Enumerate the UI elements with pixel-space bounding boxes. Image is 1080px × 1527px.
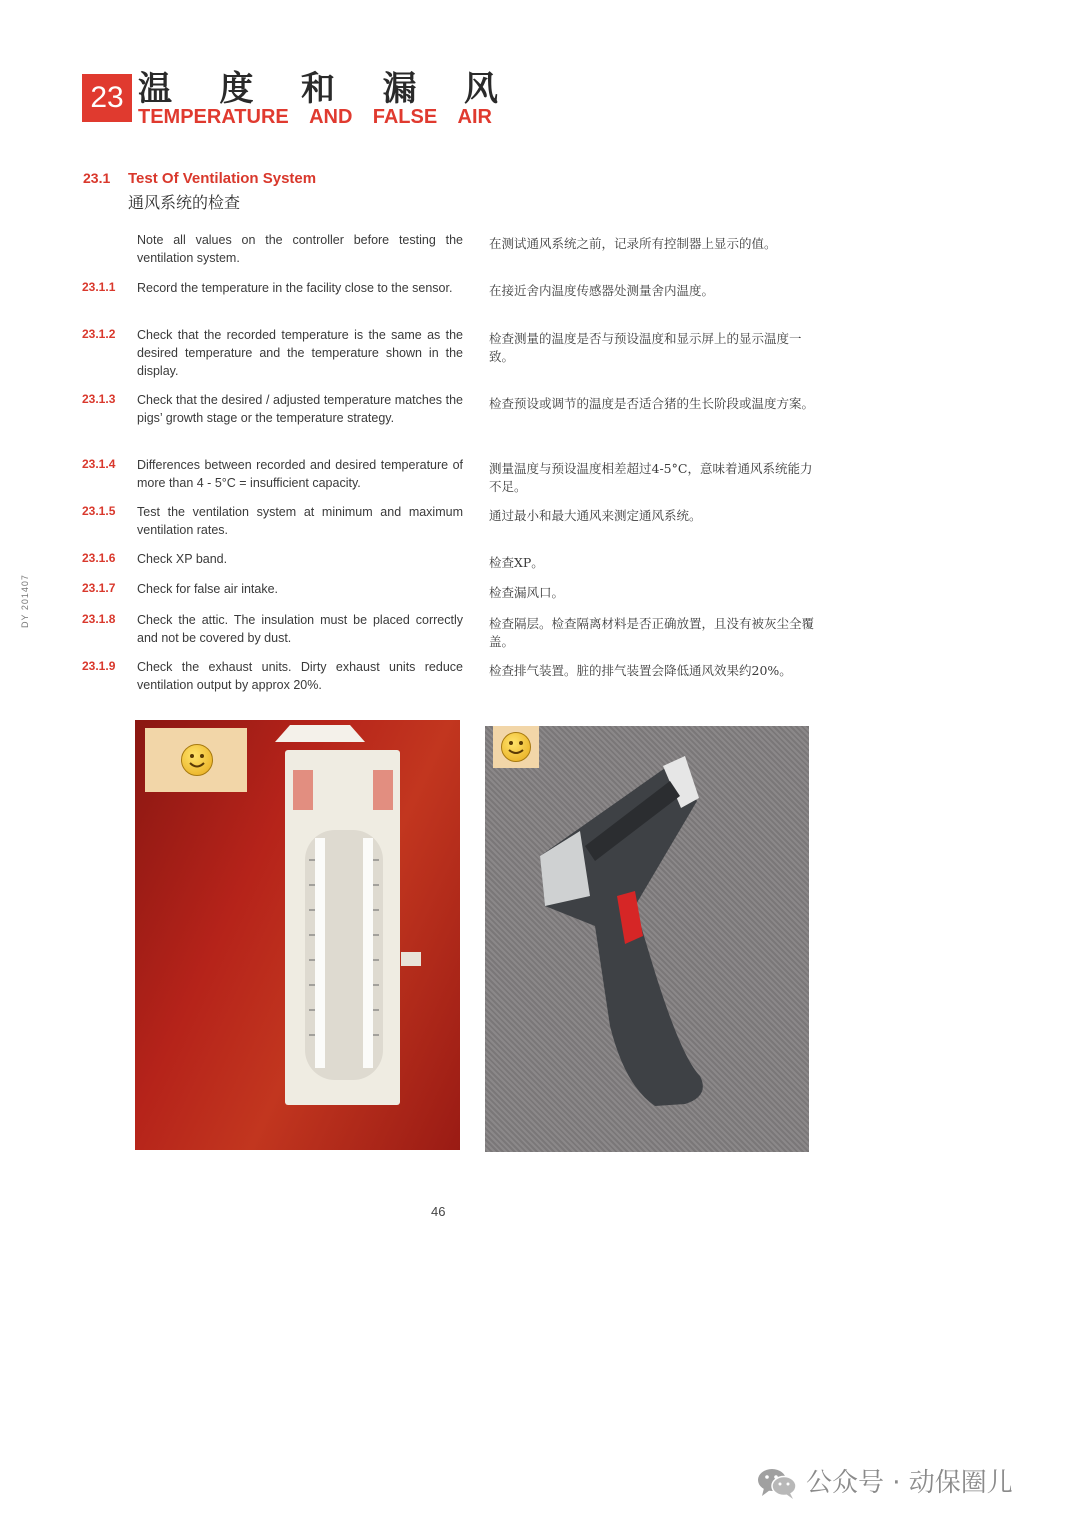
item-en: Note all values on the controller before testing the ventilation system. xyxy=(137,233,463,265)
chapter-title-cn-char: 风 xyxy=(464,69,498,109)
item-cn: 在测试通风系统之前，记录所有控制器上显示的值。 xyxy=(489,236,777,251)
chapter-number: 23 xyxy=(82,74,132,122)
item-en: Test the ventilation system at minimum and maximum ventilation rates. xyxy=(137,505,463,537)
item-cn: 检查测量的温度是否与预设温度和显示屏上的显示温度一致。 xyxy=(489,331,802,364)
item-number: 23.1.1 xyxy=(82,280,116,294)
item-number: 23.1.2 xyxy=(82,327,116,341)
item-number: 23.1.4 xyxy=(82,457,116,471)
item-cn: 测量温度与预设温度相差超过4-5°C，意味着通风系统能力不足。 xyxy=(489,461,813,494)
section-title-en: Test Of Ventilation System xyxy=(128,170,317,187)
watermark-text: 公众号 · 动保圈儿 xyxy=(806,1468,1013,1498)
item-en: Check that the desired / adjusted temperature matches the pigs’ growth stage or the temperature strategy. xyxy=(137,393,463,425)
chapter-title-cn-char: 和 xyxy=(301,69,335,109)
item-cn: 检查隔层。检查隔离材料是否正确放置，且没有被灰尘全覆盖。 xyxy=(489,616,815,649)
chapter-title-en-word: AIR xyxy=(457,106,492,128)
item-number: 23.1.9 xyxy=(82,659,116,673)
wechat-icon xyxy=(756,1466,798,1500)
chapter-title-cn-char: 漏 xyxy=(382,69,417,109)
chapter-title-cn-char: 度 xyxy=(219,69,254,109)
item-en: Check that the recorded temperature is the same as the desired temperature and the temperature shown in the display. xyxy=(137,328,463,378)
chapter-title-en xyxy=(138,106,492,128)
page-number: 46 xyxy=(431,1204,446,1219)
item-cn: 在接近舍内温度传感器处测量舍内温度。 xyxy=(489,283,715,298)
thermometer-photo xyxy=(135,720,460,1150)
item-en: Check the exhaust units. Dirty exhaust units reduce ventilation output by approx 20%. xyxy=(137,660,463,692)
item-en: Check XP band. xyxy=(137,552,228,566)
item-number: 23.1.3 xyxy=(82,392,116,406)
item-number: 23.1.8 xyxy=(82,612,116,626)
item-cn: 检查预设或调节的温度是否适合猪的生长阶段或温度方案。 xyxy=(489,396,815,411)
item-en: Differences between recorded and desired temperature of more than 4 - 5°C = insufficient capacity. xyxy=(137,458,463,490)
item-number: 23.1.7 xyxy=(82,581,116,595)
thermometer-graphic xyxy=(135,720,460,1150)
chapter-title-cn-char: 温 xyxy=(138,69,172,109)
item-en: Check for false air intake. xyxy=(137,582,279,596)
section-number: 23.1 xyxy=(83,170,111,186)
chapter-title-cn xyxy=(138,70,498,108)
chapter-title-en-word: FALSE xyxy=(372,106,438,128)
item-cn: 检查XP。 xyxy=(489,555,544,570)
infrared-thermometer-photo xyxy=(485,726,809,1152)
section-title-cn: 通风系统的检查 xyxy=(128,193,241,212)
item-number: 23.1.6 xyxy=(82,551,116,565)
item-cn: 检查漏风口。 xyxy=(489,585,565,600)
document-code-label: DY 201407 xyxy=(20,574,30,628)
item-number: 23.1.5 xyxy=(82,504,116,518)
item-cn: 检查排气装置。脏的排气装置会降低通风效果约20%。 xyxy=(489,663,792,678)
chapter-title-en-word: AND xyxy=(309,106,353,128)
chapter-title-en-word: TEMPERATURE xyxy=(138,106,289,128)
item-cn: 通过最小和最大通风来测定通风系统。 xyxy=(489,508,702,523)
item-en: Record the temperature in the facility close to the sensor. xyxy=(137,281,453,295)
infrared-gun-graphic xyxy=(485,726,809,1152)
item-en: Check the attic. The insulation must be placed correctly and not be covered by dust. xyxy=(137,613,463,645)
